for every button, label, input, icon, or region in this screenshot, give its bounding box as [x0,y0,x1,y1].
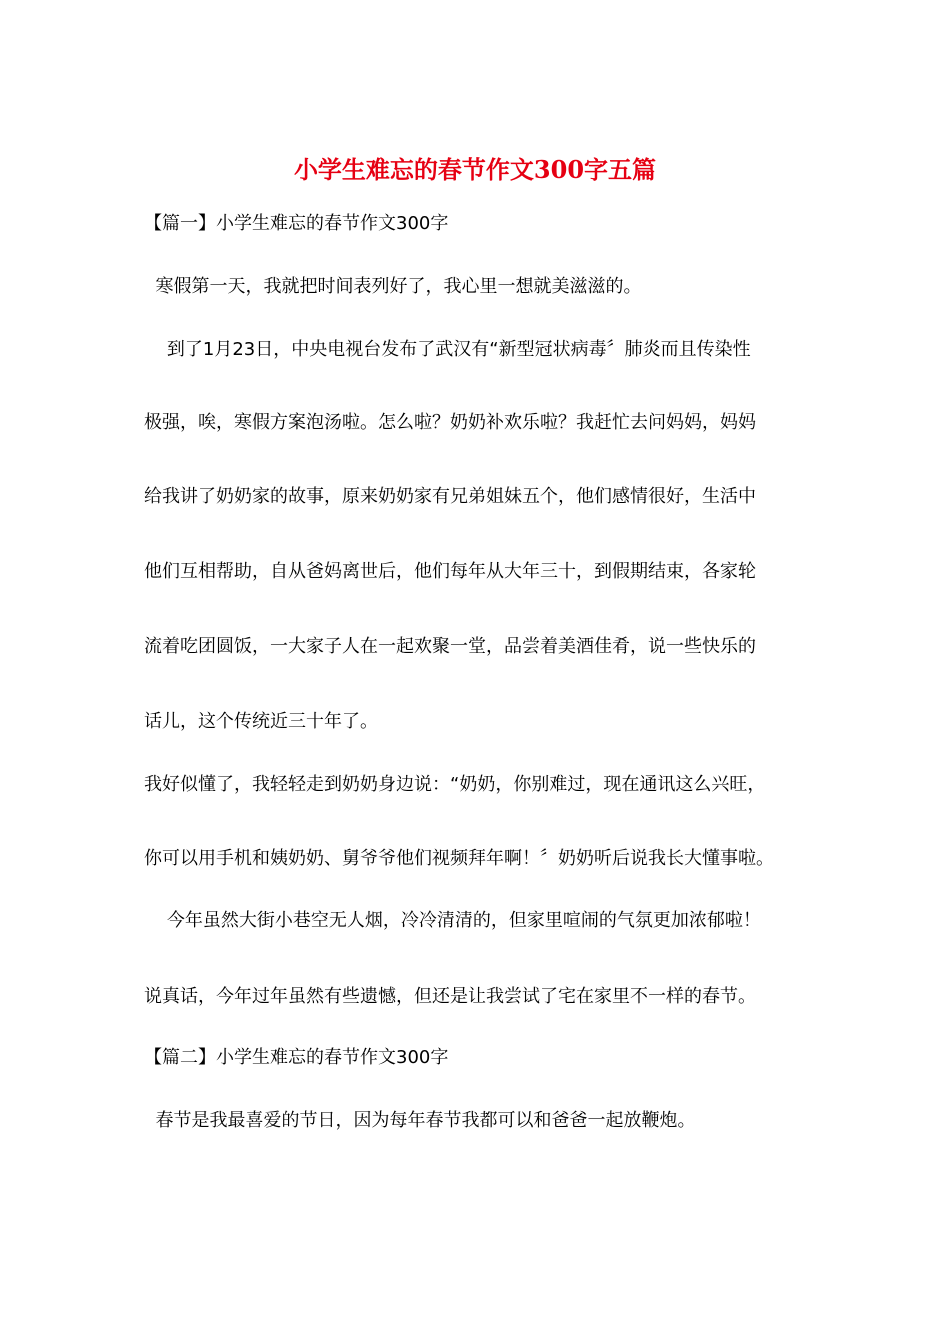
paragraph-line: 流着吃团圆饭，一大家子人在一起欢聚一堂，品尝着美酒佳肴，说一些快乐的 [144,636,756,657]
paragraph-line: 寒假第一天，我就把时间表列好了，我心里一想就美滋滋的。 [144,276,642,297]
document-title: 小学生难忘的春节作文300字五篇 [293,155,657,184]
section-heading-1: 【篇一】小学生难忘的春节作文300字 [144,213,449,234]
paragraph-line: 他们互相帮助，自从爸妈离世后，他们每年从大年三十，到假期结束，各家轮 [144,561,756,582]
section-heading-2: 【篇二】小学生难忘的春节作文300字 [144,1047,449,1068]
paragraph-line: 话儿，这个传统近三十年了。 [144,711,378,732]
paragraph-line: 到了1月23日，中央电视台发布了武汉有“新型冠状病毒〞肺炎而且传染性 [144,339,751,360]
paragraph-line: 说真话，今年过年虽然有些遗憾，但还是让我尝试了宅在家里不一样的春节。 [144,986,756,1007]
paragraph-line: 给我讲了奶奶家的故事，原来奶奶家有兄弟姐妹五个，他们感情很好，生活中 [144,486,756,507]
paragraph-line: 今年虽然大街小巷空无人烟，冷冷清清的，但家里喧闹的气氛更加浓郁啦！ [144,910,761,931]
paragraph-line: 你可以用手机和姨奶奶、舅爷爷他们视频拜年啊！〞奶奶听后说我长大懂事啦。 [144,848,774,869]
paragraph-line: 我好似懂了，我轻轻走到奶奶身边说：“奶奶，你别难过，现在通讯这么兴旺， [144,774,766,795]
paragraph-line: 春节是我最喜爱的节日，因为每年春节我都可以和爸爸一起放鞭炮。 [144,1110,696,1131]
paragraph-line: 极强，唉，寒假方案泡汤啦。怎么啦？奶奶补欢乐啦？我赶忙去问妈妈，妈妈 [144,412,756,433]
